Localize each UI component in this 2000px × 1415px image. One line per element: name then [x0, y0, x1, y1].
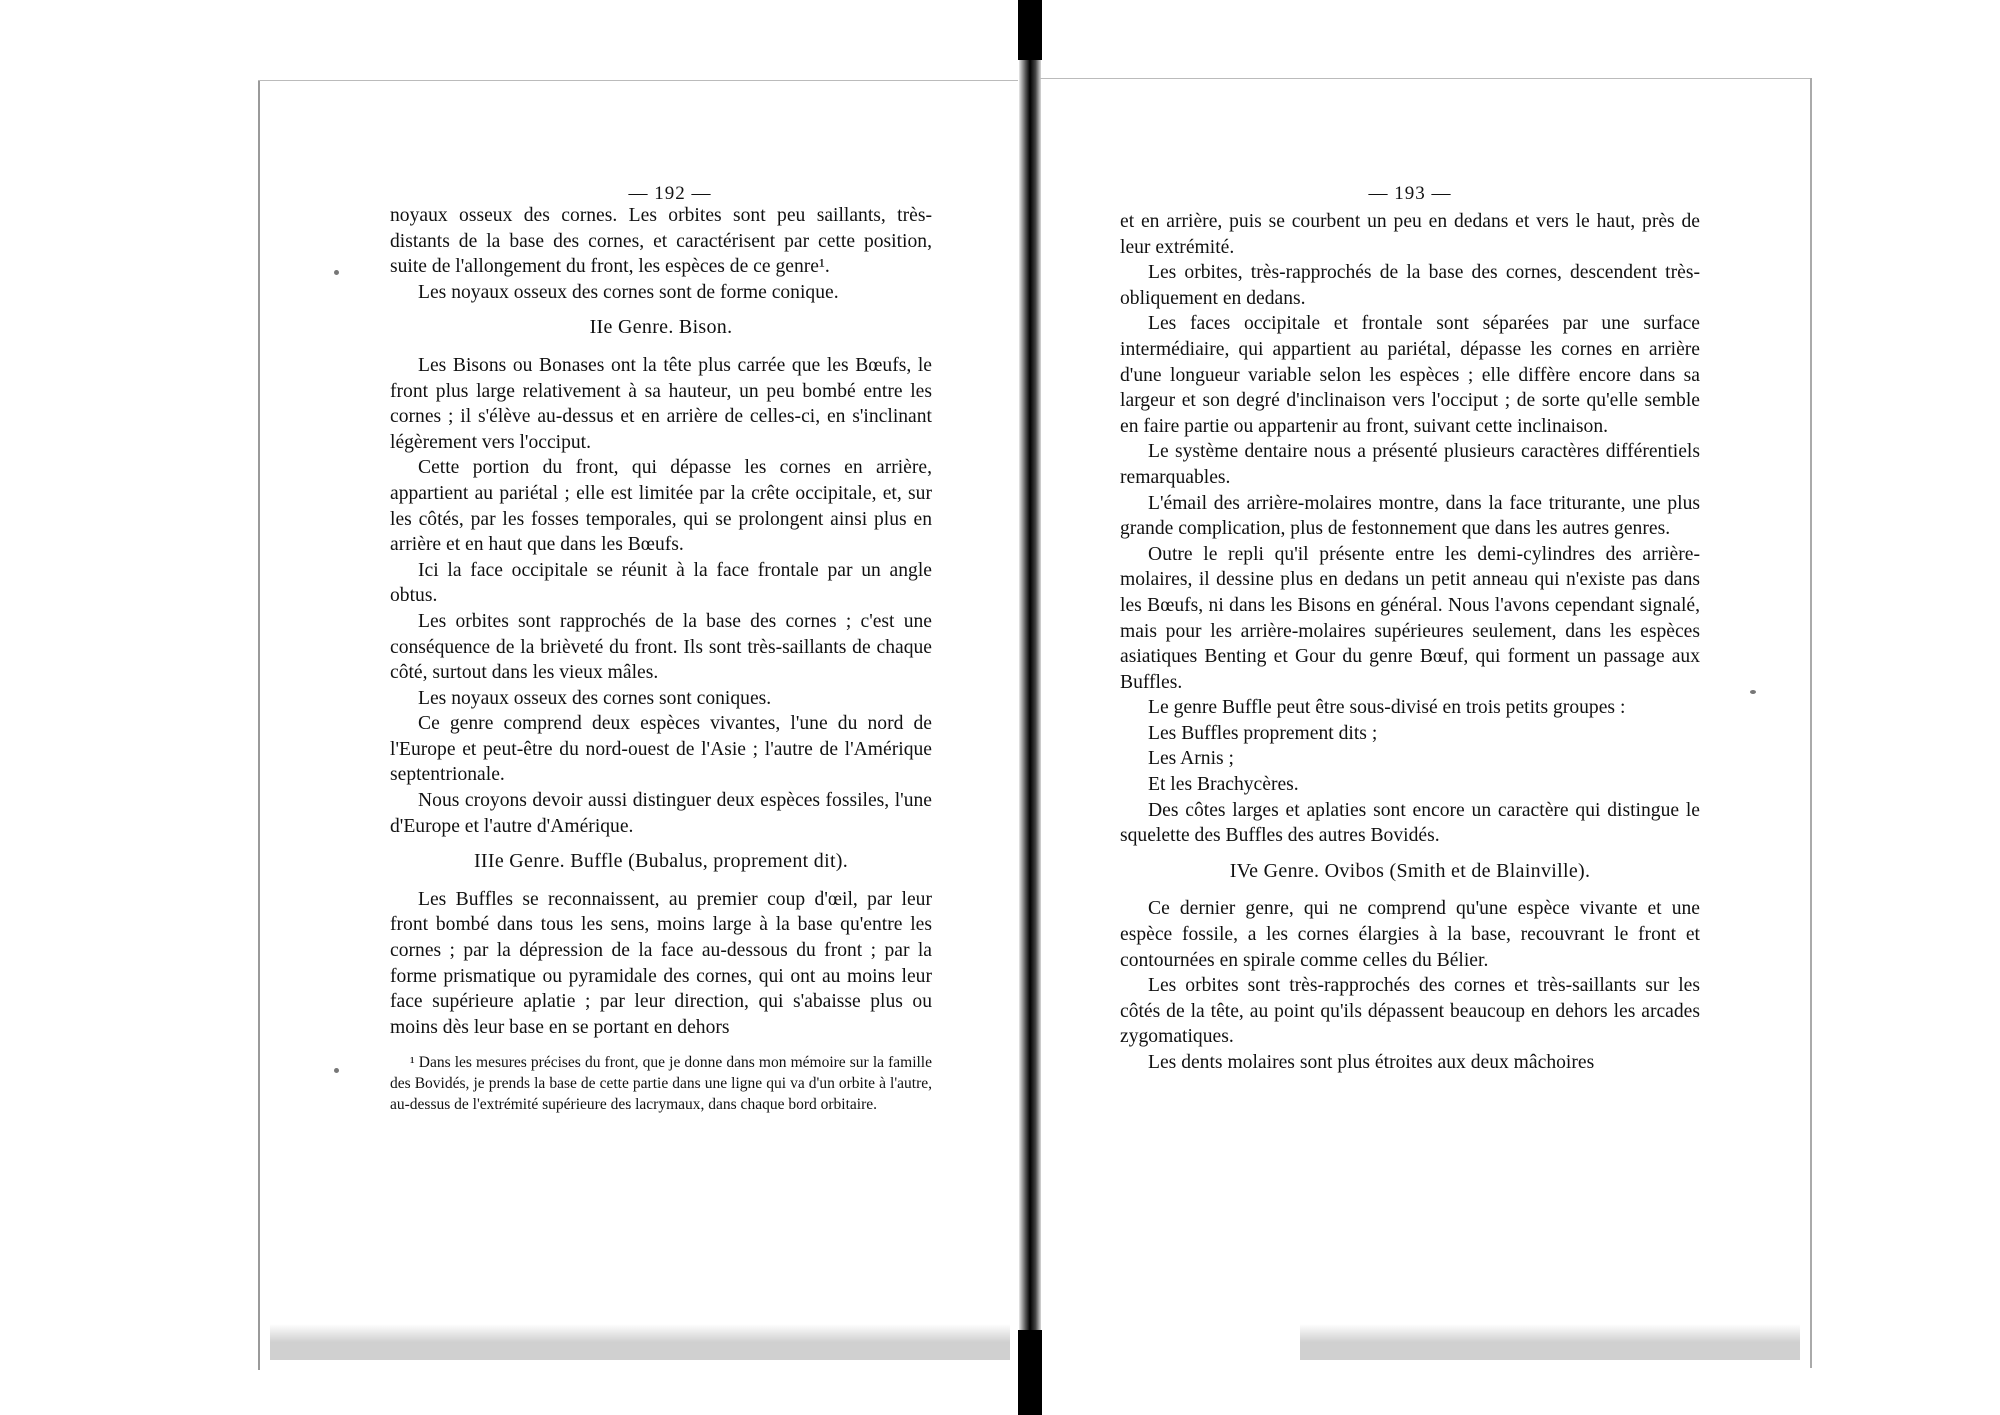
right-page	[1040, 0, 2000, 1415]
paragraph: L'émail des arrière-molaires montre, dans la face triturante, une plus grande complication, plus de festonnement que dans les autres genres.	[1120, 492, 1700, 540]
paragraph: Ici la face occipitale se réunit à la face frontale par un angle obtus.	[390, 559, 932, 607]
genre-heading: IVe Genre. Ovibos (Smith et de Blainville).	[1229, 859, 1591, 882]
book-spine	[1019, 0, 1041, 1415]
paragraph: Les orbites sont très-rapprochés des cornes et très-saillants sur les côtés de la tête, au point qu'ils dépassent beaucoup en dehors les arcades zygomatiques.	[1120, 975, 1700, 1048]
paragraph: Les Arnis ;	[1148, 748, 1234, 770]
paragraph: et en arrière, puis se courbent un peu en dedans et vers le haut, près de leur extrémité.	[1120, 211, 1700, 258]
right-page-top-edge	[1040, 78, 1810, 79]
book-spine-top	[1018, 0, 1042, 60]
paragraph: Les orbites sont rapprochés de la base des cornes ; c'est une conséquence de la brièveté du front. Ils sont très-saillants de chaque côté, surtout dans les vieux mâles.	[390, 610, 932, 684]
left-page-number: — 192 —	[628, 183, 712, 204]
book-spine-bottom	[1018, 1330, 1042, 1415]
left-page-body	[390, 203, 932, 1040]
paragraph: Les orbites, très-rapprochés de la base des cornes, descendent très-obliquement en dedans.	[1120, 262, 1700, 309]
paragraph: Les Buffles se reconnaissent, au premier coup d'œil, par leur front bombé dans tous les sens, moins large à la base qu'entre les cornes ; par la dépression de la face au-dessous du front ; par la forme prismatique ou pyramidale des cornes, qui ont au moins leur face supérieure aplatie ; par leur direction, qui s'abaisse plus ou moins dès leur base en se portant en dehors	[390, 888, 932, 1038]
scan-speck	[1750, 690, 1756, 694]
scan-speck	[334, 270, 339, 275]
paragraph: Les noyaux osseux des cornes sont coniques.	[418, 687, 772, 709]
paragraph: Des côtes larges et aplaties sont encore un caractère qui distingue le squelette des Buffles des autres Bovidés.	[1120, 799, 1700, 847]
paragraph: Ce dernier genre, qui ne comprend qu'une espèce vivante et une espèce fossile, a les cornes élargies à la base, recouvrant le front et contournées en spirale comme celles du Bélier.	[1120, 898, 1700, 971]
paragraph: Les dents molaires sont plus étroites aux deux mâchoires	[1148, 1052, 1595, 1073]
paragraph: Cette portion du front, qui dépasse les cornes en arrière, appartient au pariétal ; elle est limitée par la crête occipitale, et, sur les côtés, par les fosses temporales, qui se prolongent ainsi plus en arrière et en haut que dans les Bœufs.	[390, 457, 932, 556]
paragraph: Les faces occipitale et frontale sont séparées par une surface intermédiaire, qui appartient au pariétal, dépasse les cornes en arrière d'une longueur variable selon les espèces ; elle diffère encore dans sa largeur et son degré d'inclinaison vers l'occiput ; de sorte qu'elle semble en faire partie ou appartenir au front, suivant cette inclinaison.	[1120, 313, 1700, 437]
paragraph: Le système dentaire nous a présenté plusieurs caractères différentiels remarquables.	[1120, 441, 1700, 488]
paragraph: noyaux osseux des cornes. Les orbites sont peu saillants, très-distants de la base des cornes, et caractérisent par cette position, suite de l'allongement du front, les espèces de ce genre¹.	[390, 205, 932, 278]
genre-heading: IIe Genre. Bison.	[589, 316, 733, 339]
footnote-text: ¹ Dans les mesures précises du front, que je donne dans mon mémoire sur la famille des Bovidés, je prends la base de cette partie dans une ligne qui va d'un orbite à l'autre, au-dessus de l'extrémité supérieure des lacrymaux, dans chaque bord orbitaire.	[390, 1054, 932, 1113]
right-page-body	[1120, 209, 1700, 1076]
paragraph: Et les Brachycères.	[1148, 774, 1299, 796]
paragraph: Outre le repli qu'il présente entre les demi-cylindres des arrière-molaires, il dessine plus en dedans un petit anneau qui n'existe pas dans les Bœufs, ni dans les Bisons en général. Nous l'avons cependant signalé, mais pour les arrière-molaires supérieures seulement, dans les espèces asiatiques Benting et Gour du genre Bœuf, qui forment un passage aux Buffles.	[1120, 543, 1700, 693]
left-page-top-edge	[258, 80, 1018, 81]
paragraph: Nous croyons devoir aussi distinguer deux espèces fossiles, l'une d'Europe et l'autre d'Amérique.	[390, 790, 932, 837]
right-page-number: — 193 —	[1368, 183, 1452, 204]
paragraph: Les Buffles proprement dits ;	[1148, 722, 1378, 744]
left-page-footnote	[390, 1052, 932, 1115]
right-page-edge	[1810, 78, 1812, 1368]
scan-speck	[334, 1068, 339, 1073]
paragraph: Le genre Buffle peut être sous-divisé en trois petits groupes :	[1148, 697, 1626, 719]
left-page-edge	[258, 80, 260, 1370]
scan-smudge	[270, 1324, 1010, 1360]
paragraph: Les noyaux osseux des cornes sont de forme conique.	[418, 281, 839, 303]
paragraph: Ce genre comprend deux espèces vivantes, l'une du nord de l'Europe et peut-être du nord-ouest de l'Asie ; l'autre de l'Amérique septentrionale.	[390, 713, 932, 786]
genre-heading: IIIe Genre. Buffle (Bubalus, proprement dit).	[473, 850, 849, 873]
scan-smudge	[1300, 1324, 1800, 1360]
paragraph: Les Bisons ou Bonases ont la tête plus carrée que les Bœufs, le front plus large relativement à sa hauteur, un peu bombé entre les cornes ; il s'élève au-dessus et en arrière de celles-ci, en s'inclinant légèrement vers l'occiput.	[390, 354, 932, 453]
